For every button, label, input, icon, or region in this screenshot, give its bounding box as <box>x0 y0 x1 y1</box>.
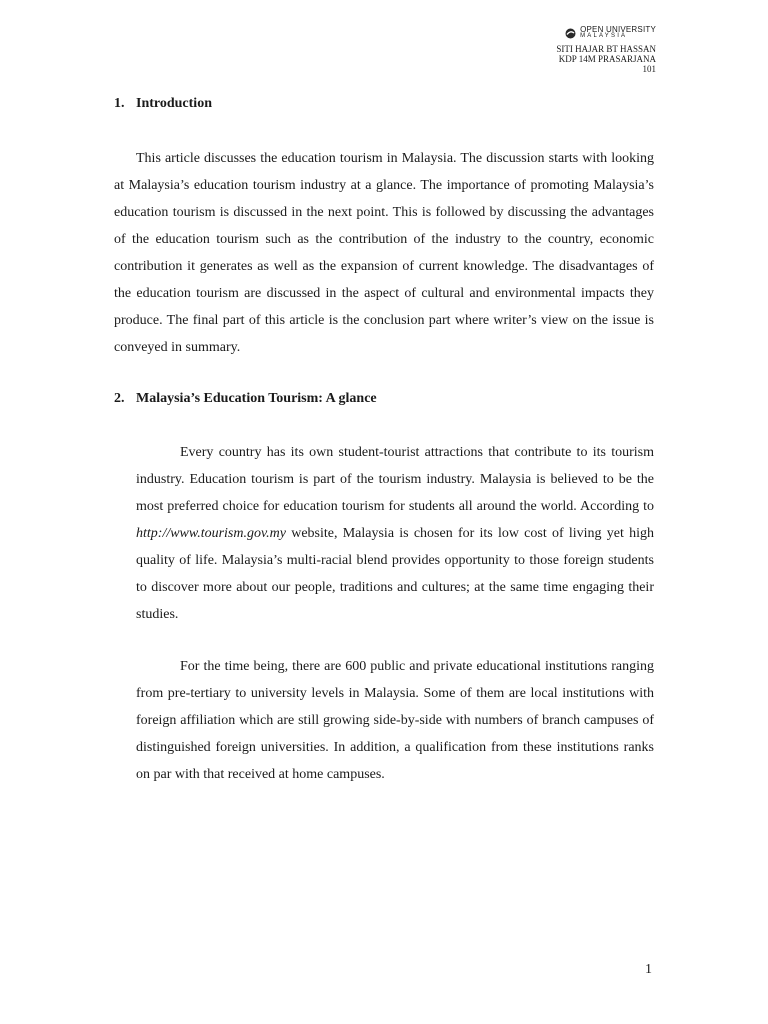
logo-line2: MALAYSIA <box>580 33 628 39</box>
section2-heading <box>114 391 377 407</box>
author-name: SITI HAJAR BT HASSAN <box>556 44 656 54</box>
section1-title: Introduction <box>136 96 212 111</box>
page-number: 1 <box>645 962 652 977</box>
section1-heading <box>114 96 212 112</box>
section2-paragraph-1 <box>136 439 654 628</box>
section2-number: 2. <box>114 391 125 406</box>
tourism-website-link[interactable]: http://www.tourism.gov.my <box>136 526 286 541</box>
course-code: 101 <box>642 64 656 74</box>
logo-line1: OPEN UNIVERSITY <box>580 25 656 34</box>
section1-number: 1. <box>114 96 125 111</box>
section1-paragraph: This article discusses the education tourism in Malaysia. The discussion starts with looking at Malaysia’s education tourism industry at a glance. The importance of promoting Malaysia’s education tourism is discussed in the next point. This is followed by discussing the advantages of the education tourism such as the contribution of the industry to the country, economic contribution it generates as well as the expansion of current knowledge. The disadvantages of the education tourism are discussed in the aspect of cultural and environmental impacts they produce. The final part of this article is the conclusion part where writer’s view on the issue is conveyed in summary. <box>114 151 654 355</box>
page-header <box>556 26 656 74</box>
para1-text-end: website, Malaysia is chosen for its low cost of living yet high quality of life. Malaysia’s multi-racial blend provides opportunity to those foreign students to discover more about our people, traditions and cultures; at the same time engaging their studies. <box>136 526 654 622</box>
university-logo <box>556 26 656 40</box>
section2-title: Malaysia’s Education Tourism: A glance <box>136 391 377 406</box>
oum-logo-icon <box>565 28 576 39</box>
para1-text-start: Every country has its own student-tourist attractions that contribute to its tourism industry. Education tourism is part of the tourism industry. Malaysia is believed to be the most preferred choice for education tourism for students all around the world. According to <box>136 445 654 514</box>
section2-paragraph-2: For the time being, there are 600 public and private educational institutions ranging from pre-tertiary to university levels in Malaysia. Some of them are local institutions with foreign affiliation which are still growing side-by-side with numbers of branch campuses of distinguished foreign universities. In addition, a qualification from these institutions ranks on par with that received at home campuses. <box>136 659 654 782</box>
logo-text <box>580 26 656 40</box>
course-name: KDP 14M PRASARJANA <box>558 54 656 64</box>
